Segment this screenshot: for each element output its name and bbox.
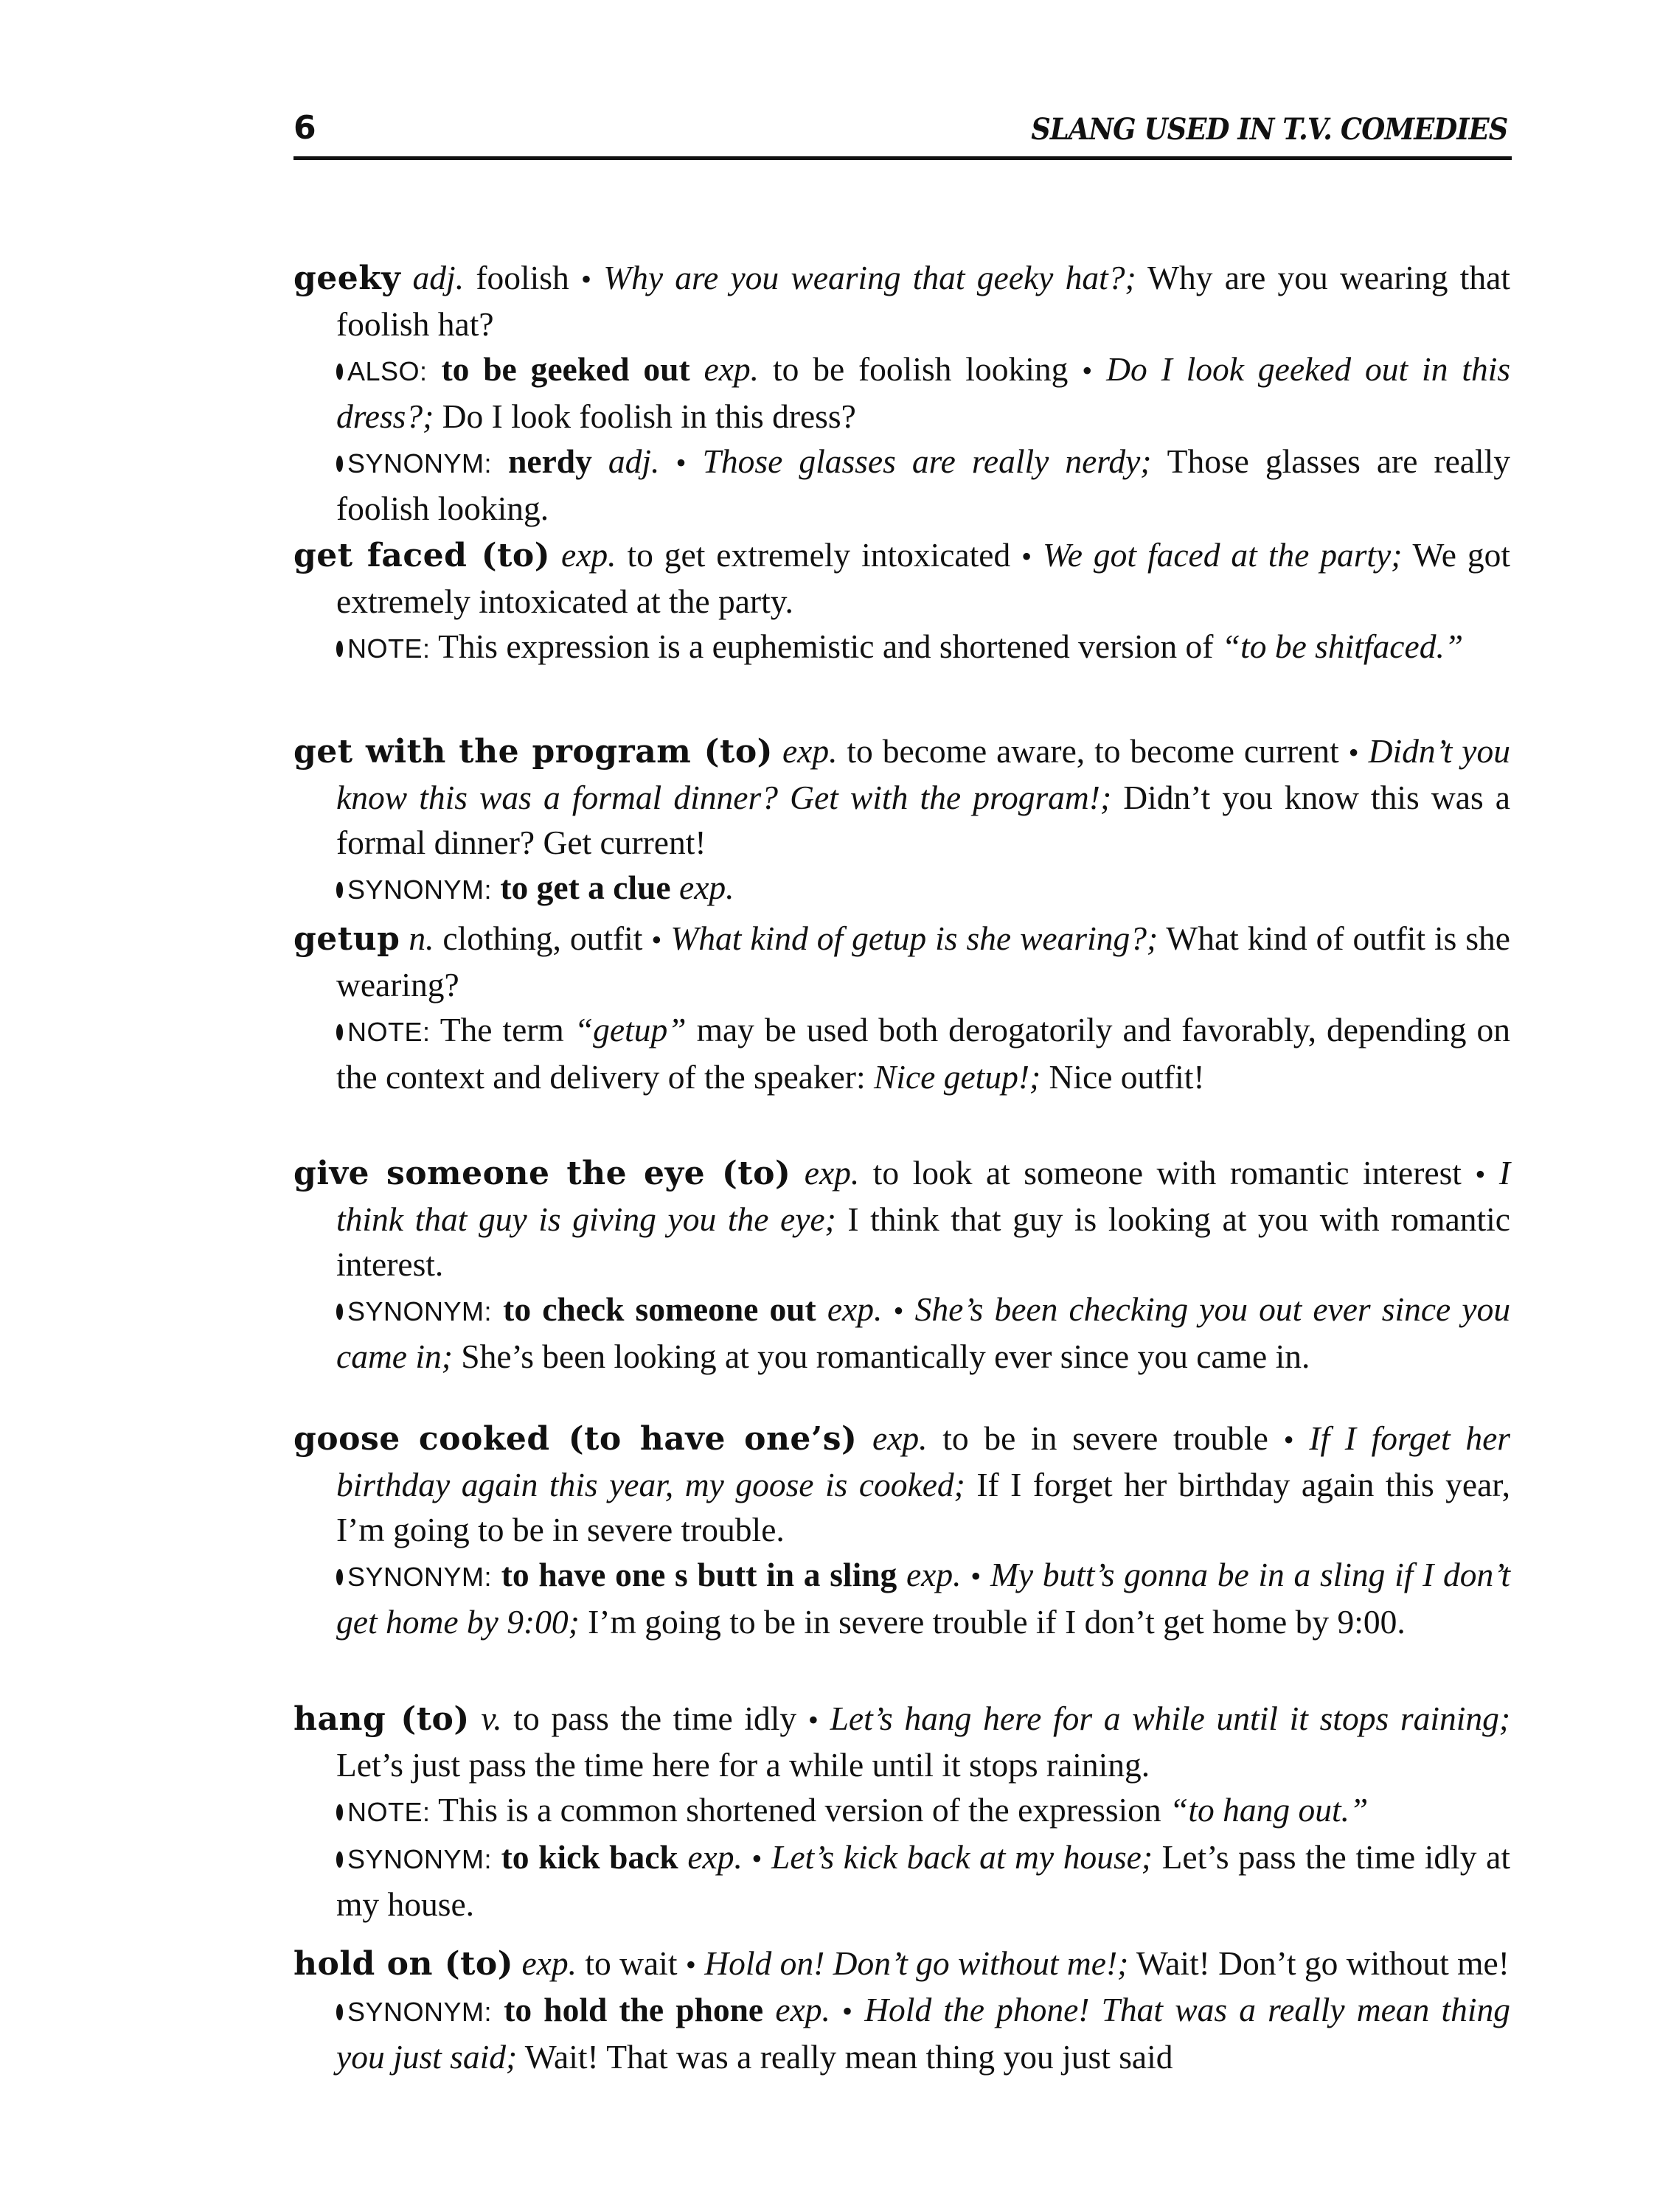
also-label: ALSO: bbox=[347, 356, 428, 386]
translation: If I forget her birthday again this year, I’m going to be in severe trouble. bbox=[336, 1466, 1510, 1548]
translation: Let’s just pass the time here for a while until it stops raining. bbox=[336, 1746, 1150, 1784]
note-text: This expression is a euphemistic and shortened version of bbox=[438, 627, 1214, 665]
synonym-pos: exp. bbox=[775, 1991, 830, 2028]
part-of-speech: adj. bbox=[412, 259, 465, 296]
marker-icon bbox=[336, 1024, 343, 1040]
entry-geeky bbox=[293, 255, 1510, 531]
note-text-before: The term bbox=[440, 1011, 564, 1048]
bullet-icon: • bbox=[685, 1948, 696, 1981]
synonym-example: Let’s kick back at my house; bbox=[771, 1838, 1153, 1876]
bullet-icon: • bbox=[1348, 736, 1359, 769]
synonym-translation: Those glasses are really foolish looking. bbox=[336, 442, 1511, 527]
bullet-icon: • bbox=[893, 1294, 904, 1327]
example: I think that guy is giving you the eye; bbox=[336, 1154, 1511, 1238]
example: Didn’t you know this was a formal dinner? Get with the program!; bbox=[336, 732, 1511, 816]
note-label: NOTE: bbox=[347, 1797, 431, 1827]
also-translation: Do I look foolish in this dress? bbox=[442, 397, 856, 435]
example: If I forget her birthday again this year, my goose is cooked; bbox=[336, 1419, 1511, 1503]
marker-icon bbox=[336, 1569, 343, 1585]
translation: Wait! Don’t go without me! bbox=[1136, 1944, 1510, 1982]
synonym-note bbox=[293, 1287, 1510, 1379]
part-of-speech: exp. bbox=[872, 1419, 928, 1457]
bullet-icon: • bbox=[1082, 354, 1093, 387]
headword: hold on (to) bbox=[293, 1945, 514, 1983]
marker-icon bbox=[336, 456, 343, 472]
part-of-speech: exp. bbox=[782, 732, 838, 770]
synonym-example: She’s been checking you out ever since you came in; bbox=[336, 1290, 1511, 1375]
bullet-icon: • bbox=[651, 923, 662, 956]
running-head: SLANG USED IN T.V. COMEDIES bbox=[1030, 112, 1507, 147]
also-pos: exp. bbox=[704, 350, 760, 388]
bullet-icon: • bbox=[842, 1994, 853, 2028]
synonym-term: to hold the phone bbox=[504, 1991, 764, 2028]
translation: Didn’t you know this was a formal dinner? Get current! bbox=[336, 779, 1511, 861]
synonym-pos: exp. bbox=[679, 869, 734, 906]
definition: clothing, outfit bbox=[442, 919, 643, 957]
note-label: NOTE: bbox=[347, 1017, 431, 1047]
synonym-label: SYNONYM: bbox=[347, 448, 493, 479]
bullet-icon: • bbox=[1475, 1158, 1486, 1191]
synonym-example: Hold the phone! That was a really mean thing you just said; bbox=[336, 1991, 1511, 2076]
header-rule bbox=[293, 156, 1512, 160]
synonym-note bbox=[293, 1834, 1510, 1927]
synonym-label: SYNONYM: bbox=[347, 1296, 493, 1326]
part-of-speech: n. bbox=[409, 919, 434, 957]
note bbox=[293, 1787, 1510, 1834]
bullet-icon: • bbox=[751, 1842, 763, 1875]
headword: goose cooked (to have one’s) bbox=[293, 1420, 858, 1458]
also-note bbox=[293, 347, 1510, 439]
marker-icon bbox=[336, 2004, 343, 2020]
synonym-translation: Let’s pass the time idly at my house. bbox=[336, 1838, 1510, 1923]
synonym-note bbox=[293, 1987, 1510, 2079]
synonym-term: to check someone out bbox=[503, 1290, 816, 1328]
synonym-term: nerdy bbox=[508, 442, 592, 480]
bullet-icon: • bbox=[580, 262, 591, 296]
headword: get faced (to) bbox=[293, 537, 551, 574]
synonym-example: Those glasses are really nerdy; bbox=[702, 442, 1152, 480]
part-of-speech: exp. bbox=[561, 536, 616, 574]
headword: geeky bbox=[293, 260, 401, 297]
marker-icon bbox=[336, 1804, 343, 1820]
synonym-term: to have one s butt in a sling bbox=[501, 1556, 897, 1593]
example: Hold on! Don’t go without me!; bbox=[704, 1944, 1129, 1982]
synonym-example: My butt’s gonna be in a sling if I don’t get home by 9:00; bbox=[336, 1556, 1511, 1641]
synonym-label: SYNONYM: bbox=[347, 1562, 493, 1592]
note-quote: “to hang out.” bbox=[1170, 1791, 1369, 1829]
note-example: Nice getup!; bbox=[873, 1058, 1041, 1096]
entry-goose-cooked bbox=[293, 1416, 1510, 1644]
synonym-pos: adj. bbox=[608, 442, 660, 480]
synonym-pos: exp. bbox=[827, 1290, 883, 1328]
part-of-speech: exp. bbox=[804, 1154, 860, 1192]
entry-get-faced bbox=[293, 532, 1510, 671]
synonym-note bbox=[293, 1552, 1510, 1644]
example: What kind of getup is she wearing?; bbox=[670, 919, 1158, 957]
headword: get with the program (to) bbox=[293, 733, 773, 771]
definition: to wait bbox=[585, 1944, 678, 1982]
definition: to get extremely intoxicated bbox=[627, 536, 1011, 574]
part-of-speech: v. bbox=[481, 1700, 502, 1737]
marker-icon bbox=[336, 364, 343, 380]
bullet-icon: • bbox=[807, 1703, 819, 1736]
definition: foolish bbox=[476, 259, 569, 296]
note-quote: “to be shitfaced.” bbox=[1221, 627, 1464, 665]
headword: give someone the eye (to) bbox=[293, 1155, 791, 1192]
definition: to be in severe trouble bbox=[942, 1419, 1268, 1457]
example: Let’s hang here for a while until it stops raining; bbox=[830, 1700, 1511, 1737]
also-example: Do I look geeked out in this dress?; bbox=[336, 350, 1511, 435]
synonym-translation: I’m going to be in severe trouble if I don’t get home by 9:00. bbox=[588, 1603, 1406, 1641]
example: Why are you wearing that geeky hat?; bbox=[603, 259, 1136, 296]
synonym-term: to kick back bbox=[501, 1838, 678, 1876]
part-of-speech: exp. bbox=[521, 1944, 577, 1982]
synonym-note bbox=[293, 865, 1510, 912]
note-text: This is a common shortened version of the expression bbox=[438, 1791, 1161, 1829]
entry-give-someone-the-eye bbox=[293, 1150, 1510, 1379]
also-term: to be geeked out bbox=[441, 350, 690, 388]
bullet-icon: • bbox=[1283, 1423, 1294, 1456]
definition: to pass the time idly bbox=[513, 1700, 797, 1737]
also-definition: to be foolish looking bbox=[772, 350, 1069, 388]
definition: to look at someone with romantic interest bbox=[872, 1154, 1462, 1192]
bullet-icon: • bbox=[675, 446, 687, 479]
note bbox=[293, 624, 1510, 671]
synonym-translation: Wait! That was a really mean thing you just said bbox=[524, 2038, 1173, 2076]
headword: hang (to) bbox=[293, 1700, 470, 1738]
synonym-pos: exp. bbox=[906, 1556, 962, 1593]
definition: to become aware, to become current bbox=[847, 732, 1339, 770]
synonym-note bbox=[293, 439, 1510, 531]
example: We got faced at the party; bbox=[1043, 536, 1403, 574]
note-quote: “getup” bbox=[574, 1011, 687, 1048]
translation: We got extremely intoxicated at the party. bbox=[336, 536, 1511, 620]
translation: Why are you wearing that foolish hat? bbox=[336, 259, 1510, 343]
entry-hang bbox=[293, 1696, 1510, 1927]
bullet-icon: • bbox=[1021, 540, 1032, 573]
synonym-label: SYNONYM: bbox=[347, 1844, 493, 1874]
bullet-icon: • bbox=[970, 1559, 982, 1593]
synonym-pos: exp. bbox=[687, 1838, 743, 1876]
synonym-term: to get a clue bbox=[500, 869, 671, 906]
translation: What kind of outfit is she wearing? bbox=[336, 919, 1511, 1004]
note-text-after: may be used both derogatorily and favorably, depending on the context and delivery of the speaker: bbox=[336, 1011, 1511, 1096]
synonym-label: SYNONYM: bbox=[347, 874, 493, 905]
marker-icon bbox=[336, 1851, 343, 1868]
page-number: 6 bbox=[293, 109, 317, 147]
entry-hold-on bbox=[293, 1941, 1510, 2079]
note bbox=[293, 1007, 1510, 1099]
entry-getup bbox=[293, 916, 1510, 1099]
synonym-translation: She’s been looking at you romantically ever since you came in. bbox=[461, 1338, 1310, 1375]
marker-icon bbox=[336, 882, 343, 898]
marker-icon bbox=[336, 1304, 343, 1320]
note-label: NOTE: bbox=[347, 633, 431, 664]
marker-icon bbox=[336, 641, 343, 657]
synonym-label: SYNONYM: bbox=[347, 1997, 493, 2027]
entry-get-with-the-program bbox=[293, 728, 1510, 912]
headword: getup bbox=[293, 920, 400, 958]
translation: I think that guy is looking at you with romantic interest. bbox=[336, 1200, 1510, 1283]
note-translation: Nice outfit! bbox=[1049, 1058, 1205, 1096]
